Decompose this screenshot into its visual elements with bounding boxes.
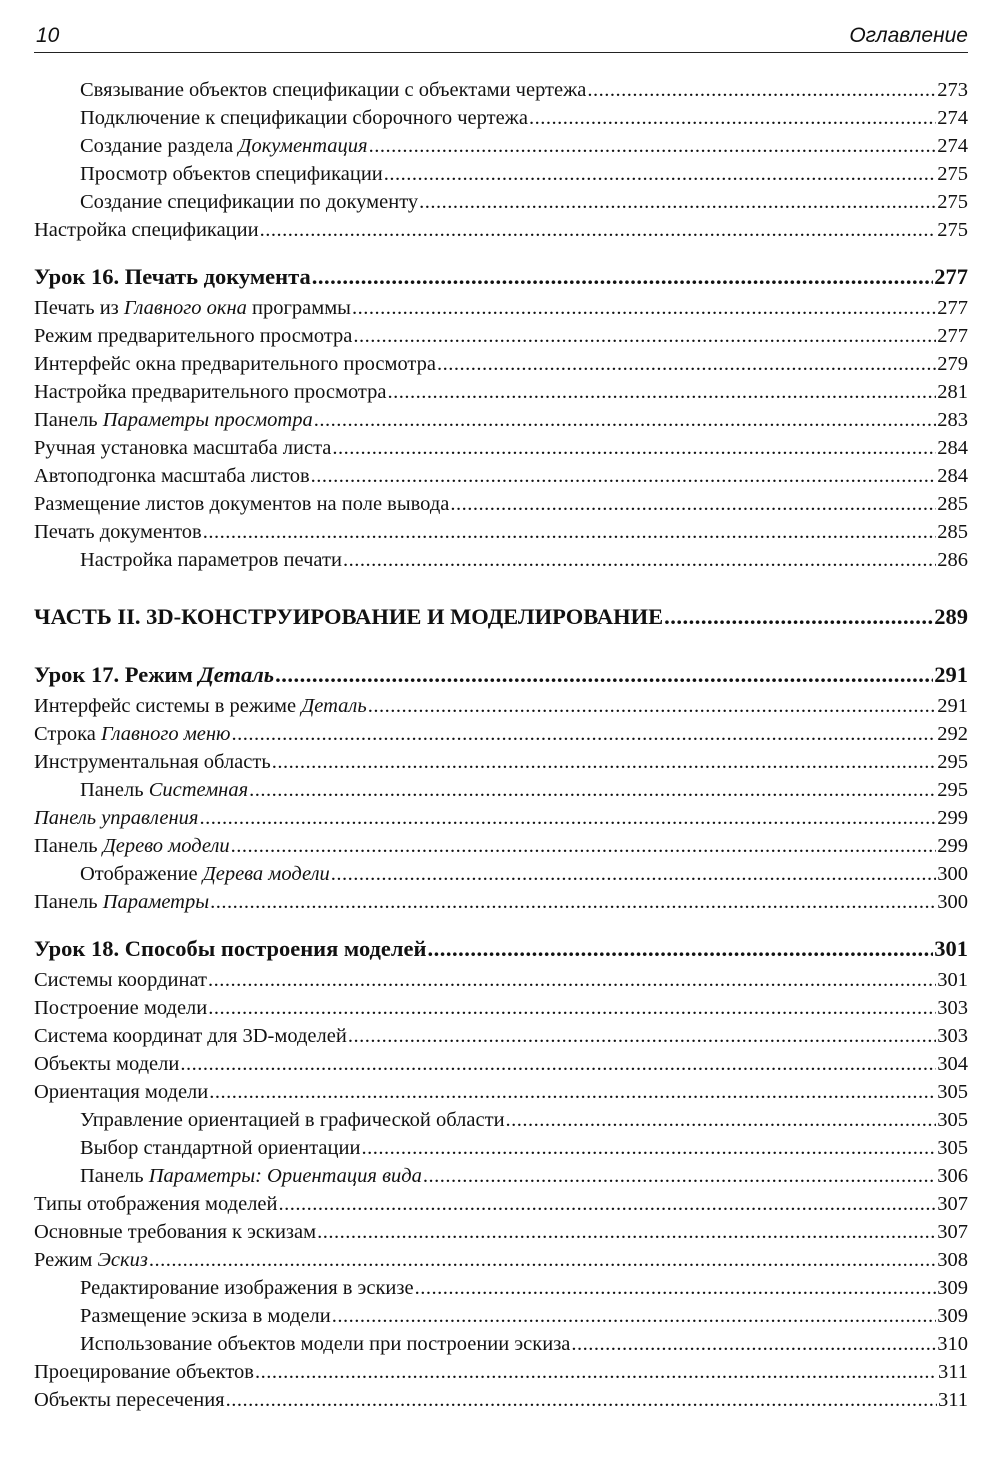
toc-entry-title-italic: Системная bbox=[148, 779, 249, 801]
toc-entry-title-text: Панель bbox=[34, 409, 103, 431]
dot-leader bbox=[312, 260, 934, 294]
toc-entry-page: 308 bbox=[937, 1249, 968, 1271]
dot-leader bbox=[571, 1330, 936, 1358]
toc-entry-title-text: Размещение листов документов на поле вывода bbox=[34, 493, 450, 515]
toc-entry-title-text: ЧАСТЬ II. 3D-КОНСТРУИРОВАНИЕ И МОДЕЛИРОВАНИЕ bbox=[34, 604, 664, 629]
toc-entry-title bbox=[34, 406, 313, 434]
toc-entry[interactable] bbox=[34, 1134, 968, 1162]
toc-entry-title-italic: Эскиз bbox=[97, 1249, 148, 1271]
toc-entry-title bbox=[34, 720, 231, 748]
toc-entry-title bbox=[34, 1022, 347, 1050]
toc-entry-title-text: Автоподгонка масштаба листов bbox=[34, 465, 310, 487]
toc-entry-title bbox=[34, 994, 207, 1022]
toc-entry-title-italic: Дерево модели bbox=[102, 835, 230, 857]
toc-entry[interactable] bbox=[34, 462, 968, 490]
toc-entry-title bbox=[34, 434, 331, 462]
toc-entry-title bbox=[34, 600, 663, 634]
toc-entry-title bbox=[80, 76, 586, 104]
dot-leader bbox=[231, 832, 937, 860]
dot-leader bbox=[352, 294, 936, 322]
toc-entry-page: 284 bbox=[937, 437, 968, 459]
toc-entry-title bbox=[34, 1358, 254, 1386]
toc-entry-page: 303 bbox=[937, 997, 968, 1019]
toc-lesson-entry[interactable] bbox=[34, 932, 968, 966]
toc-entry-page: 307 bbox=[937, 1221, 968, 1243]
toc-entry-title-italic: Панель управления bbox=[34, 807, 199, 829]
dot-leader bbox=[232, 720, 937, 748]
dot-leader bbox=[209, 1078, 936, 1106]
dot-leader bbox=[210, 888, 936, 916]
toc-entry[interactable] bbox=[34, 1302, 968, 1330]
dot-leader bbox=[279, 1190, 937, 1218]
dot-leader bbox=[314, 406, 937, 434]
dot-leader bbox=[226, 1386, 937, 1414]
toc-entry-title bbox=[34, 832, 230, 860]
toc-entry-title bbox=[80, 1162, 422, 1190]
toc-entry[interactable] bbox=[34, 406, 968, 434]
toc-entry-page: 281 bbox=[937, 381, 968, 403]
toc-entry-title-italic: Параметры: Ориентация вида bbox=[148, 1165, 422, 1187]
toc-entry-title bbox=[34, 1218, 316, 1246]
toc-entry-page: 300 bbox=[937, 891, 968, 913]
toc-entry-title bbox=[34, 748, 271, 776]
toc-entry[interactable] bbox=[34, 748, 968, 776]
toc-entry-title-text: Системы координат bbox=[34, 969, 207, 991]
toc-entry[interactable] bbox=[34, 1246, 968, 1274]
toc-entry-page: 311 bbox=[938, 1361, 968, 1383]
toc-entry[interactable] bbox=[34, 1190, 968, 1218]
dot-leader bbox=[587, 76, 936, 104]
dot-leader bbox=[199, 804, 936, 832]
toc-entry-page: 291 bbox=[937, 695, 968, 717]
toc-entry-title bbox=[34, 260, 311, 294]
toc-entry-page: 306 bbox=[937, 1165, 968, 1187]
toc-entry-title-italic: Параметры bbox=[102, 891, 210, 913]
toc-entry[interactable] bbox=[34, 776, 968, 804]
toc-entry-title bbox=[80, 104, 528, 132]
toc-entry[interactable] bbox=[34, 966, 968, 994]
toc-entry-title bbox=[34, 692, 367, 720]
dot-leader bbox=[353, 322, 936, 350]
toc-entry-title-text: Использование объектов модели при построении эскиза bbox=[80, 1333, 571, 1355]
dot-leader bbox=[343, 546, 936, 574]
toc-entry-title bbox=[34, 518, 202, 546]
toc-entry-title-text: Выбор стандартной ориентации bbox=[80, 1137, 361, 1159]
toc-entry-page: 304 bbox=[937, 1053, 968, 1075]
toc-entry-page: 300 bbox=[937, 863, 968, 885]
dot-leader bbox=[332, 1302, 937, 1330]
toc-entry-title bbox=[34, 350, 436, 378]
toc-entry-title bbox=[80, 1330, 570, 1358]
toc-entry-title-text: Режим bbox=[34, 1249, 98, 1271]
toc-entry-page: 299 bbox=[937, 835, 968, 857]
toc-entry-page: 303 bbox=[937, 1025, 968, 1047]
table-of-contents bbox=[34, 76, 968, 1414]
toc-entry[interactable] bbox=[34, 832, 968, 860]
toc-entry-title bbox=[80, 860, 330, 888]
dot-leader bbox=[428, 932, 934, 966]
toc-entry-page: 310 bbox=[937, 1333, 968, 1355]
page-number: 10 bbox=[36, 24, 60, 47]
toc-entry[interactable] bbox=[34, 1330, 968, 1358]
toc-entry-title bbox=[34, 294, 351, 322]
toc-entry-title-text: Печать из bbox=[34, 297, 124, 319]
toc-entry-title-text: Объекты модели bbox=[34, 1053, 180, 1075]
toc-entry-title bbox=[34, 888, 209, 916]
toc-entry[interactable] bbox=[34, 1022, 968, 1050]
toc-entry-title bbox=[34, 1050, 179, 1078]
dot-leader bbox=[272, 748, 937, 776]
toc-entry-title-italic: Главного окна bbox=[123, 297, 247, 319]
toc-entry[interactable] bbox=[34, 1162, 968, 1190]
toc-entry-title-text: Связывание объектов спецификации с объектами чертежа bbox=[80, 79, 587, 101]
dot-leader bbox=[317, 1218, 936, 1246]
toc-entry-title-text: Построение модели bbox=[34, 997, 208, 1019]
toc-entry-page: 275 bbox=[937, 219, 968, 241]
toc-entry-title-text: Подключение к спецификации сборочного чертежа bbox=[80, 107, 528, 129]
toc-entry-page: 299 bbox=[937, 807, 968, 829]
dot-leader bbox=[664, 600, 933, 634]
dot-leader bbox=[387, 378, 936, 406]
dot-leader bbox=[331, 860, 936, 888]
toc-entry-page: 307 bbox=[937, 1193, 968, 1215]
toc-lesson-entry[interactable] bbox=[34, 658, 968, 692]
dot-leader bbox=[361, 1134, 936, 1162]
toc-entry[interactable] bbox=[34, 322, 968, 350]
toc-entry-title-text: Строка bbox=[34, 723, 101, 745]
dot-leader bbox=[260, 216, 937, 244]
toc-entry-title-text: Объекты пересечения bbox=[34, 1389, 225, 1411]
toc-entry[interactable] bbox=[34, 490, 968, 518]
dot-leader bbox=[368, 692, 937, 720]
toc-entry[interactable] bbox=[34, 378, 968, 406]
toc-entry-title-italic: Деталь bbox=[301, 695, 367, 717]
toc-entry-title-italic: Деталь bbox=[198, 662, 275, 687]
toc-entry[interactable] bbox=[34, 1050, 968, 1078]
toc-entry-page: 305 bbox=[937, 1109, 968, 1131]
toc-entry-title bbox=[80, 160, 383, 188]
toc-entry-title bbox=[34, 462, 310, 490]
toc-entry-title bbox=[34, 322, 352, 350]
toc-entry-title-text: Управление ориентацией в графической области bbox=[80, 1109, 505, 1131]
toc-entry[interactable] bbox=[34, 294, 968, 322]
toc-entry[interactable] bbox=[34, 1218, 968, 1246]
toc-entry[interactable] bbox=[34, 160, 968, 188]
toc-entry[interactable] bbox=[34, 1386, 968, 1414]
toc-entry[interactable] bbox=[34, 804, 968, 832]
toc-entry-title bbox=[34, 932, 427, 966]
toc-entry-page: 309 bbox=[937, 1305, 968, 1327]
dot-leader bbox=[384, 160, 936, 188]
toc-entry-title bbox=[34, 216, 259, 244]
toc-entry[interactable] bbox=[34, 1274, 968, 1302]
toc-entry[interactable] bbox=[34, 216, 968, 244]
dot-leader bbox=[275, 658, 933, 692]
toc-entry-page: 285 bbox=[937, 521, 968, 543]
toc-entry-title bbox=[34, 1246, 148, 1274]
toc-entry-title-italic: Главного меню bbox=[101, 723, 231, 745]
toc-entry-page: 311 bbox=[938, 1389, 968, 1411]
toc-entry-title-text: Урок 18. Способы построения моделей bbox=[34, 936, 427, 961]
toc-entry-title bbox=[34, 378, 386, 406]
toc-entry-title-text: Режим предварительного просмотра bbox=[34, 325, 353, 347]
dot-leader bbox=[369, 132, 937, 160]
toc-entry-page: 305 bbox=[937, 1137, 968, 1159]
dot-leader bbox=[529, 104, 936, 132]
toc-entry-title bbox=[80, 1302, 331, 1330]
toc-entry[interactable] bbox=[34, 188, 968, 216]
toc-entry-page: 301 bbox=[937, 969, 968, 991]
toc-entry-title-text: Настройка предварительного просмотра bbox=[34, 381, 387, 403]
toc-entry-page: 274 bbox=[937, 107, 968, 129]
toc-entry-title-text: Просмотр объектов спецификации bbox=[80, 163, 383, 185]
dot-leader bbox=[415, 1274, 937, 1302]
toc-entry-title-text: Ориентация модели bbox=[34, 1081, 209, 1103]
toc-entry-page: 275 bbox=[937, 191, 968, 213]
toc-entry[interactable] bbox=[34, 994, 968, 1022]
dot-leader bbox=[419, 188, 936, 216]
dot-leader bbox=[249, 776, 936, 804]
toc-entry-title-text: Настройка параметров печати bbox=[80, 549, 342, 571]
toc-entry-title-italic: Документация bbox=[238, 135, 368, 157]
dot-leader bbox=[149, 1246, 936, 1274]
toc-entry-title-text: Ручная установка масштаба листа bbox=[34, 437, 332, 459]
toc-entry-page: 279 bbox=[937, 353, 968, 375]
toc-entry-title-text: Интерфейс окна предварительного просмотра bbox=[34, 353, 436, 375]
toc-entry-title-text: Панель bbox=[80, 1165, 149, 1187]
toc-entry[interactable] bbox=[34, 1078, 968, 1106]
toc-entry-page: 291 bbox=[934, 662, 968, 687]
toc-entry-title-italic: Дерева модели bbox=[202, 863, 330, 885]
toc-entry-title bbox=[34, 1386, 225, 1414]
toc-entry-page: 277 bbox=[934, 264, 968, 289]
toc-entry[interactable] bbox=[34, 546, 968, 574]
toc-entry-title bbox=[80, 776, 248, 804]
toc-entry-title bbox=[80, 1274, 414, 1302]
toc-entry-title-text: Настройка спецификации bbox=[34, 219, 259, 241]
toc-entry-title bbox=[34, 966, 207, 994]
toc-entry-title bbox=[34, 1190, 278, 1218]
toc-part-entry[interactable] bbox=[34, 600, 968, 634]
dot-leader bbox=[180, 1050, 936, 1078]
toc-entry-title-text: Панель bbox=[34, 835, 103, 857]
toc-entry-page: 292 bbox=[937, 723, 968, 745]
running-title: Оглавление bbox=[849, 24, 968, 47]
toc-entry-page: 275 bbox=[937, 163, 968, 185]
page-header bbox=[34, 22, 968, 53]
toc-entry-page: 284 bbox=[937, 465, 968, 487]
toc-entry[interactable] bbox=[34, 860, 968, 888]
toc-entry-page: 289 bbox=[934, 604, 968, 629]
toc-entry-page: 286 bbox=[937, 549, 968, 571]
toc-entry[interactable] bbox=[34, 720, 968, 748]
toc-entry-title-text: Инструментальная область bbox=[34, 751, 271, 773]
toc-entry-page: 274 bbox=[937, 135, 968, 157]
toc-entry-title-text: Печать документов bbox=[34, 521, 202, 543]
toc-entry-page: 301 bbox=[934, 936, 968, 961]
toc-entry-title-text: Основные требования к эскизам bbox=[34, 1221, 317, 1243]
toc-entry[interactable] bbox=[34, 76, 968, 104]
toc-entry-title-text: Отображение bbox=[80, 863, 203, 885]
toc-entry-title-text: Типы отображения моделей bbox=[34, 1193, 278, 1215]
toc-entry[interactable] bbox=[34, 350, 968, 378]
dot-leader bbox=[208, 994, 936, 1022]
toc-entry-page: 295 bbox=[937, 751, 968, 773]
dot-leader bbox=[348, 1022, 936, 1050]
toc-entry-title-text: Проецирование объектов bbox=[34, 1361, 254, 1383]
toc-entry[interactable] bbox=[34, 1358, 968, 1386]
toc-entry-title-italic: Параметры просмотра bbox=[102, 409, 313, 431]
toc-entry-title bbox=[34, 658, 274, 692]
toc-entry-title-text: Урок 16. Печать документа bbox=[34, 264, 311, 289]
toc-entry-page: 273 bbox=[937, 79, 968, 101]
toc-entry-title-text: Панель bbox=[80, 779, 149, 801]
toc-entry[interactable] bbox=[34, 692, 968, 720]
toc-entry[interactable] bbox=[34, 434, 968, 462]
toc-entry[interactable] bbox=[34, 132, 968, 160]
dot-leader bbox=[203, 518, 937, 546]
dot-leader bbox=[311, 462, 937, 490]
toc-entry-page: 283 bbox=[937, 409, 968, 431]
toc-entry-title-text: Редактирование изображения в эскизе bbox=[80, 1277, 414, 1299]
toc-entry-title bbox=[80, 546, 342, 574]
toc-entry[interactable] bbox=[34, 888, 968, 916]
toc-entry-title bbox=[34, 1078, 208, 1106]
dot-leader bbox=[208, 966, 936, 994]
toc-entry[interactable] bbox=[34, 104, 968, 132]
toc-entry-title-text: Размещение эскиза в модели bbox=[80, 1305, 331, 1327]
toc-entry-page: 295 bbox=[937, 779, 968, 801]
toc-entry-title bbox=[80, 188, 418, 216]
toc-entry-title-text: программы bbox=[246, 297, 351, 319]
toc-entry-title-text: Панель bbox=[34, 891, 103, 913]
toc-lesson-entry[interactable] bbox=[34, 260, 968, 294]
dot-leader bbox=[506, 1106, 937, 1134]
toc-entry-title-text: Интерфейс системы в режиме bbox=[34, 695, 302, 717]
dot-leader bbox=[423, 1162, 936, 1190]
toc-entry-title bbox=[34, 490, 449, 518]
toc-entry-title bbox=[80, 132, 368, 160]
toc-entry-title-text: Создание спецификации по документу bbox=[80, 191, 419, 213]
dot-leader bbox=[332, 434, 936, 462]
dot-leader bbox=[437, 350, 936, 378]
toc-entry-page: 309 bbox=[937, 1277, 968, 1299]
toc-entry-page: 305 bbox=[937, 1081, 968, 1103]
toc-entry-page: 277 bbox=[937, 297, 968, 319]
toc-entry-title bbox=[34, 804, 198, 832]
dot-leader bbox=[255, 1358, 937, 1386]
toc-entry-page: 285 bbox=[937, 493, 968, 515]
toc-entry[interactable] bbox=[34, 518, 968, 546]
toc-entry-title bbox=[80, 1134, 360, 1162]
toc-entry-title bbox=[80, 1106, 505, 1134]
toc-entry-title-text: Урок 17. Режим bbox=[34, 662, 199, 687]
toc-entry-title-text: Система координат для 3D-моделей bbox=[34, 1025, 347, 1047]
dot-leader bbox=[450, 490, 936, 518]
toc-entry[interactable] bbox=[34, 1106, 968, 1134]
toc-entry-page: 277 bbox=[937, 325, 968, 347]
toc-entry-title-text: Создание раздела bbox=[80, 135, 239, 157]
